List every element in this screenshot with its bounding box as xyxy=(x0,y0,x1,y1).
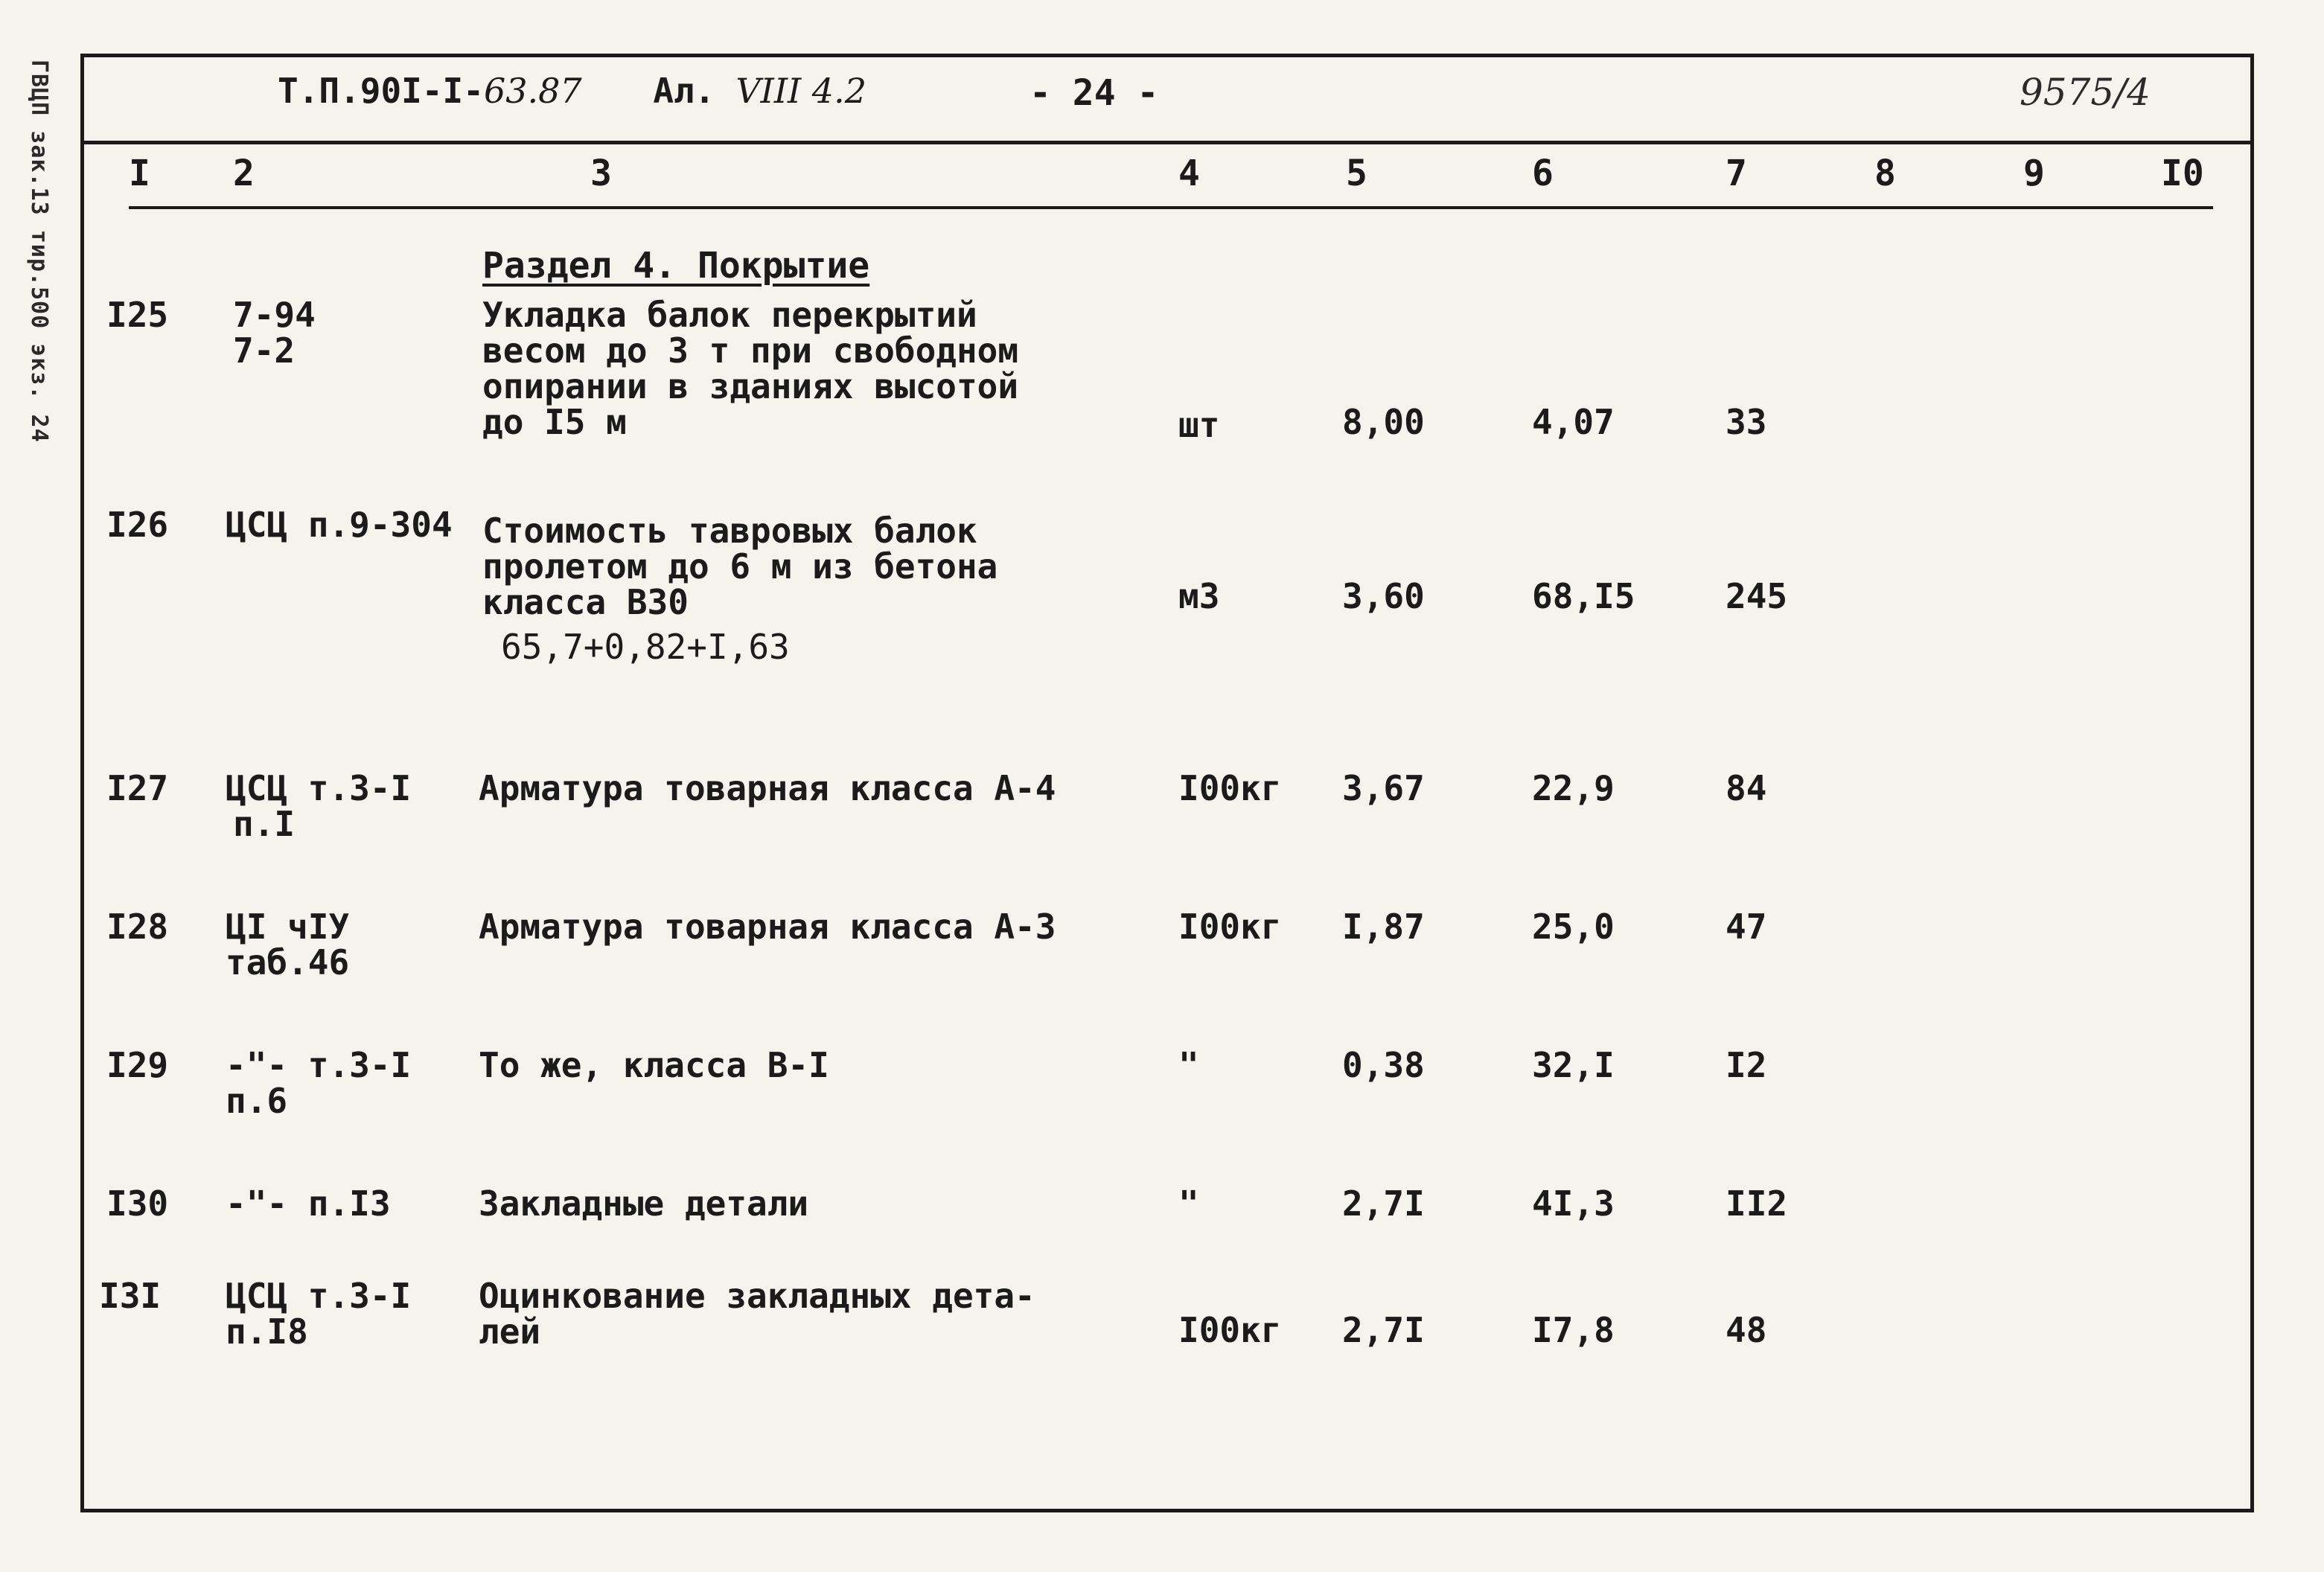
row-129-num: I29 xyxy=(106,1045,169,1085)
code-handwritten: 63.87 xyxy=(483,71,582,111)
row-128-num: I28 xyxy=(106,907,169,947)
row-130-unit: " xyxy=(1178,1183,1199,1224)
row-131-desc: Оцинкование закладных дета- лей xyxy=(479,1276,1035,1352)
row-130-desc: Закладные детали xyxy=(479,1183,809,1224)
row-127-total: 84 xyxy=(1726,768,1767,808)
row-128-basis: ЦI чIУ таб.46 xyxy=(226,907,350,982)
row-126-formula: 65,7+0,82+I,63 xyxy=(501,627,790,667)
row-131-num: I3I xyxy=(99,1276,162,1316)
section-title: Раздел 4. Покрытие xyxy=(482,245,870,287)
row-129-qty: 0,38 xyxy=(1342,1045,1425,1085)
page-number: - 24 - xyxy=(1029,72,1159,114)
row-125-num: I25 xyxy=(106,295,169,335)
row-128-price: 25,0 xyxy=(1532,907,1615,947)
row-130-basis: -"- п.I3 xyxy=(226,1183,391,1224)
col-header-7: 7 xyxy=(1726,153,1747,194)
row-127-desc: Арматура товарная класса А-4 xyxy=(479,768,1056,808)
row-130-total: II2 xyxy=(1726,1183,1788,1224)
album-label: Ал. xyxy=(653,71,715,111)
col-header-10: I0 xyxy=(2161,153,2204,194)
album-handwritten: VIII 4.2 xyxy=(735,71,866,111)
col-header-6: 6 xyxy=(1532,153,1554,194)
row-127-unit: I00кг xyxy=(1178,768,1282,808)
row-126-num: I26 xyxy=(106,505,169,545)
row-129-total: I2 xyxy=(1726,1045,1767,1085)
col-header-2: 2 xyxy=(233,153,255,194)
code-printed: Т.П.90I-I- xyxy=(278,71,484,111)
header-divider xyxy=(84,141,2250,144)
document-frame xyxy=(80,54,2254,1512)
row-128-desc: Арматура товарная класса А-3 xyxy=(479,907,1056,947)
row-126-desc: Стоимость тавровых балок пролетом до 6 м из бетона класса В30 xyxy=(482,511,998,622)
row-125-qty: 8,00 xyxy=(1342,402,1425,442)
row-131-qty: 2,7I xyxy=(1342,1310,1425,1350)
col-header-1: I xyxy=(129,153,150,194)
col-header-9: 9 xyxy=(2023,153,2045,194)
row-131-basis: ЦСЦ т.3-I п.I8 xyxy=(226,1276,412,1352)
row-130-qty: 2,7I xyxy=(1342,1183,1425,1224)
row-129-desc: То же, класса В-I xyxy=(479,1045,829,1085)
row-125-total: 33 xyxy=(1726,402,1767,442)
row-125-unit: шт xyxy=(1178,405,1220,445)
row-130-num: I30 xyxy=(106,1183,169,1224)
row-125-price: 4,07 xyxy=(1532,402,1615,442)
row-125-basis: 7-94 7-2 xyxy=(233,295,316,371)
row-127-num: I27 xyxy=(106,768,169,808)
col-header-4: 4 xyxy=(1178,153,1200,194)
row-128-qty: I,87 xyxy=(1342,907,1425,947)
row-126-unit: м3 xyxy=(1178,576,1220,616)
row-126-qty: 3,60 xyxy=(1342,576,1425,616)
row-127-qty: 3,67 xyxy=(1342,768,1425,808)
row-129-price: 32,I xyxy=(1532,1045,1615,1085)
col-header-3: 3 xyxy=(590,153,612,194)
row-129-basis: -"- т.3-I п.6 xyxy=(226,1045,412,1121)
row-128-unit: I00кг xyxy=(1178,907,1282,947)
col-header-5: 5 xyxy=(1346,153,1367,194)
document-number: 9575/4 xyxy=(2020,71,2151,114)
row-126-basis: ЦСЦ п.9-304 xyxy=(226,505,453,545)
row-126-total: 245 xyxy=(1726,576,1788,616)
row-127-price: 22,9 xyxy=(1532,768,1615,808)
side-stamp: ГВЦП зак.13 тир.500 экз. 24 xyxy=(26,60,52,443)
row-131-price: I7,8 xyxy=(1532,1310,1615,1350)
row-127-basis: ЦСЦ т.3-I п.I xyxy=(226,768,412,844)
col-header-8: 8 xyxy=(1874,153,1896,194)
column-header-divider xyxy=(129,206,2213,209)
row-131-total: 48 xyxy=(1726,1310,1767,1350)
row-126-price: 68,I5 xyxy=(1532,576,1635,616)
row-125-desc: Укладка балок перекрытий весом до 3 т при свободном опирании в зданиях высотой до I5 м xyxy=(482,295,1019,442)
document-code xyxy=(278,71,887,111)
row-130-price: 4I,3 xyxy=(1532,1183,1615,1224)
row-129-unit: " xyxy=(1178,1045,1199,1085)
row-128-total: 47 xyxy=(1726,907,1767,947)
row-131-unit: I00кг xyxy=(1178,1310,1282,1350)
